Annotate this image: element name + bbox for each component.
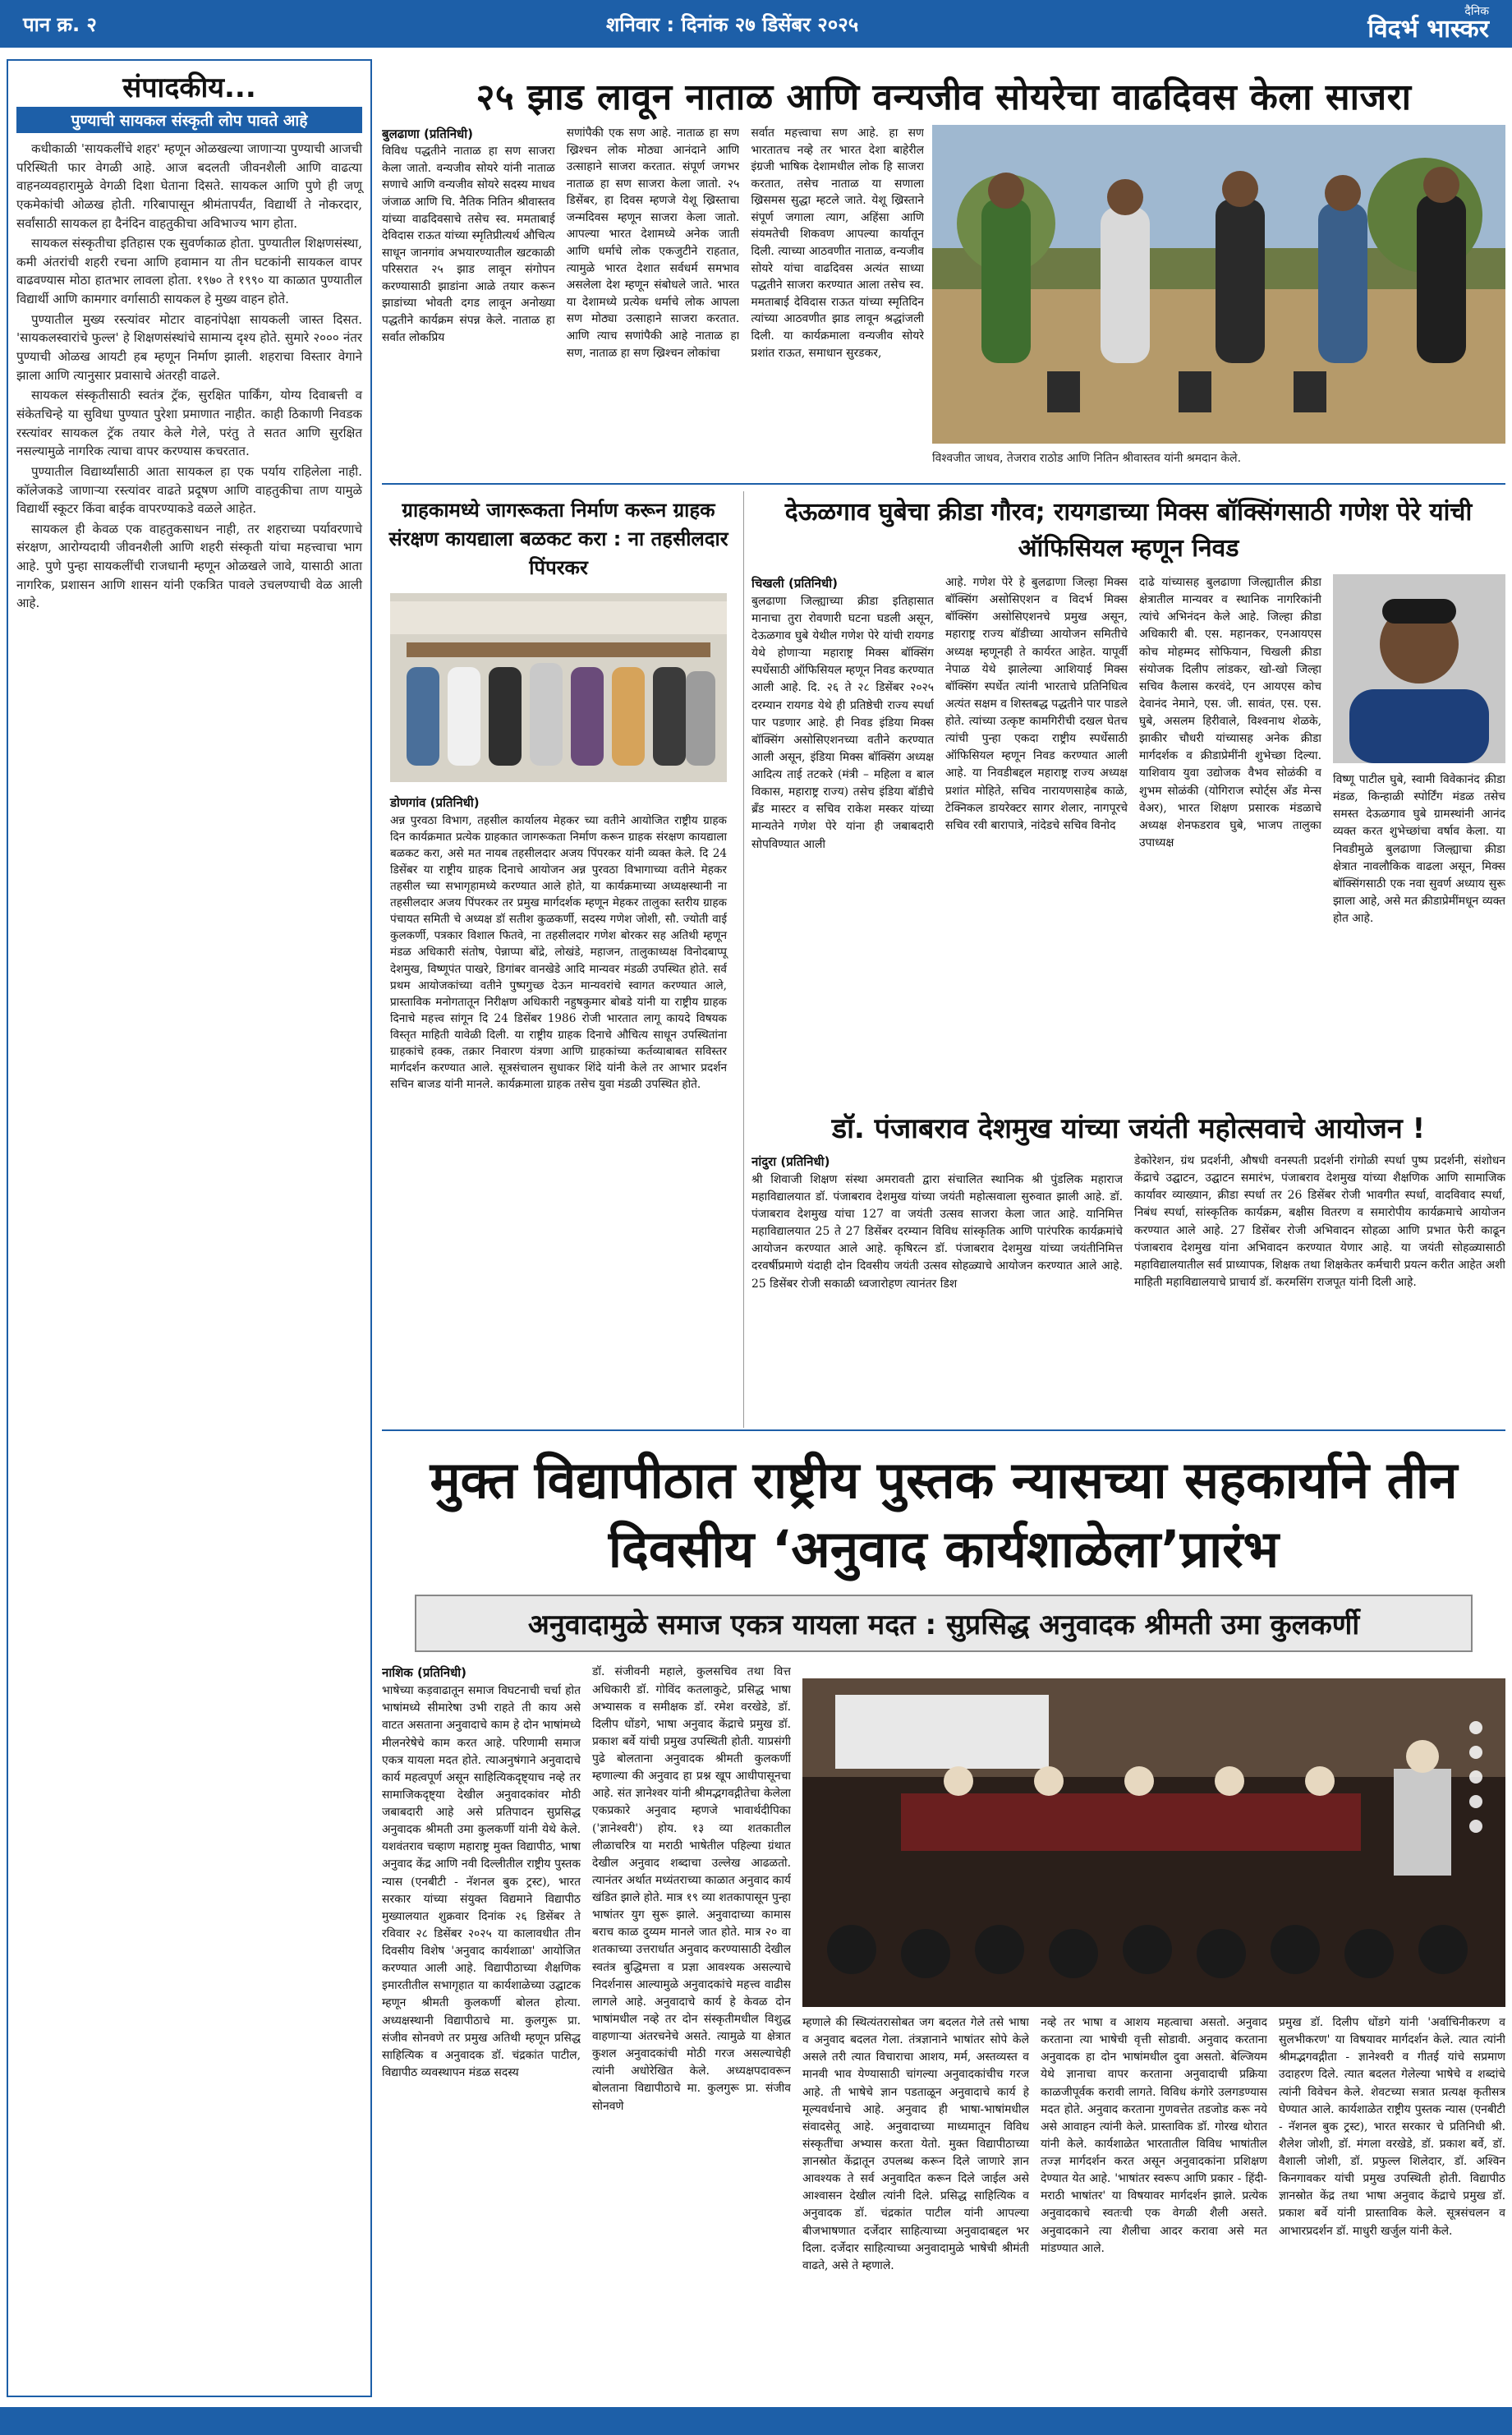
article-column: सणांपैकी एक सण आहे. नाताळ हा सण ख्रिश्चन लोक मोठ्या आनंदाने आणि उत्साहाने साजरा करतात. संपूर्ण जगभर नाताळ हा सण साजरा केला जातो. २५ डिसेंबर, हा दिवस म्हणजे येशू ख्रिस्ताचा जन्मदिवस म्हणून साजरा केला जातो. आपल्या भारत देशामध्ये अनेक जाती आणि धर्माचे लोक एकजुटीने राहतात, त्यामुळे भारत देशात सर्वधर्म समभाव असलेला देश म्हणून संबोधले जाते. भारत या देशामध्ये प्रत्येक धर्माचे लोक आपला सण मोठ्या उत्साहाने साजरा करतात. आणि त्याच सणांपैकी आहे नाताळ हा सण, नाताळ हा सण ख्रिश्चन लोकांचा — [566, 127, 740, 360]
article-dateline: नाशिक (प्रतिनिधी) — [382, 1665, 467, 1681]
article-column: दाढे यांच्यासह बुलढाणा जिल्ह्यातील क्रीडा क्षेत्रातील मान्यवर व स्थानिक नागरिकांनी त्यांचे अभिनंदन केले आहे. जिल्हा क्रीडा अधिकारी बी. एस. महानकर, एनआयएस कोच मोहम्मद सोफियान, चिखली क्रीडा संयोजक दिलीप लांडकर, खो-खो जिल्हा सचिव कैलास करवंदे, एन आयएस कोच देवानंद नेमाने, एस. जी. सावंत, एस. एस. घुबे, असलम हिरीवाले, विश्वनाथ शेळके, झाकीर चौधरी यांच्यासह अनेक क्रीडा मार्गदर्शक व क्रीडाप्रेमींनी शुभेच्छा दिल्या. याशिवाय युवा उद्योजक वैभव सोळंकी व शुभम सोळंकी (योगिराज स्पोर्ट्स अँड मेन्स वेअर), भारत शिक्षण प्रसारक मंडळाचे अध्यक्ष शेनफडराव घुबे, भाजप तालुका उपाध्यक्ष — [1139, 576, 1321, 849]
editorial-paragraph: सायकल संस्कृतीचा इतिहास एक सुवर्णकाळ होता. पुण्यातील शिक्षणसंस्था, कमी अंतरांची शहरी रचना आणि हवामान या तीन घटकांनी सायकल वापर वाढवण्यास मोठा हातभार लावला होता. १९७० ते १९९० या काळात पुण्यातील विद्यार्थी आणि कामगार वर्गासाठी सायकल हे मुख्य वाहन होते. — [16, 236, 362, 307]
article-jayanti-festival — [751, 1105, 1505, 1434]
section-divider — [382, 1429, 1505, 1431]
ganesh-pere-portrait — [1333, 574, 1505, 763]
editorial-paragraph: कधीकाळी 'सायकलींचे शहर' म्हणून ओळखल्या जाणाऱ्या पुण्याची आजची परिस्थिती फार वेगळी आहे. आज बदलती जीवनशैली आणि वाढत्या वाहनव्यवहारामुळे वेगळी दिशा घेताना दिसते. सायकल आणि पुणे ही जणू एकमेकांची ओळख होती. गरिबापासून श्रीमंतापर्यंत, विद्यार्थी ते नोकरदार, सर्वांसाठी सायकल हा दैनंदिन वाहतुकीचा अविभाज्य भाग होता. — [16, 141, 362, 231]
editorial-paragraph: सायकल ही केवळ एक वाहतुकसाधन नाही, तर शहराच्या पर्यावरणाचे संरक्षण, आरोग्यदायी जीवनशैली आणि शहरी संस्कृती यांचा महत्त्वाचा भाग आहे. पुणे पुन्हा सायकलींची राजधानी म्हणून ओळखले जावे, यासाठी आता नागरिक, प्रशासन आणि शासन यांनी एकत्रित पावले उचलण्याची वेळ आली आहे. — [16, 521, 362, 611]
article-text: श्री शिवाजी शिक्षण संस्था अमरावती द्वारा संचालित स्थानिक श्री पुंडलिक महाराज महाविद्यालयात डॉ. पंजाबराव देशमुख यांच्या जयंती महोत्सवाला सुरुवात झाली आहे. डॉ. पंजाबराव देशमुख यांचा 127 वा जयंती उत्सव साजरा केला जात आहे. यानिमित्त महाविद्यालयात 25 ते 27 डिसेंबर दरम्यान विविध सांस्कृतिक आणि पारंपरिक कार्यक्रमांचे आयोजन करण्यात आले आहे. कृषिरत्न डॉ. पंजाबराव देशमुख यांच्या जयंतीनिमित्त दरवर्षीप्रमाणे यंदाही दोन दिवसीय जयंती उत्सव सोहळ्याचे आयोजन करण्यात आले आहे. 25 डिसेंबर रोजी सकाळी ध्वजारोहण त्यानंतर डिश — [751, 1172, 1123, 1291]
article-tree-plantation — [382, 59, 1505, 476]
article-column — [751, 1153, 1123, 1293]
photo-caption: विश्वजीत जाधव, तेजराव राठोड आणि नितिन श्रीवास्तव यांनी श्रमदान केले. — [932, 452, 1242, 465]
section-divider — [382, 483, 1505, 485]
article-text: बुलढाणा जिल्ह्याच्या क्रीडा इतिहासात मानाचा तुरा रोवणारी घटना घडली असून, देऊळगाव घुबे येथील गणेश पेरे यांची रायगड येथे होणाऱ्या महाराष्ट्र मिक्स बॉक्सिंग स्पर्धेसाठी ऑफिसियल म्हणून निवड करण्यात आली आहे. दि. २६ ते २८ डिसेंबर २०२५ दरम्यान रायगड येथे ही प्रतिष्ठेची राज्य स्पर्धा पार पडणार आहे. ही निवड इंडिया मिक्स बॉक्सिंग असोसिएशनच्या वतीने करण्यात आली असून, इंडिया मिक्स बॉक्सिंग अध्यक्ष आदित्य ताई तटकरे (मंत्री – महिला व बाल विकास, महाराष्ट्र राज्य) तसेच इंडिया बॉडीचे ब्रँड मास्टर व सचिव राकेश मस्कर यांच्या मान्यतेने गणेश पेरे यांना ही जबाबदारी सोपविण्यात आली — [751, 594, 934, 851]
article-dateline: नांदुरा (प्रतिनिधी) — [751, 1154, 830, 1169]
editorial-subtitle: पुण्याची सायकल संस्कृती लोप पावते आहे — [16, 107, 362, 133]
article-column — [1333, 574, 1505, 1084]
photo-image — [932, 125, 1505, 444]
article-text: भाषेच्या कड़वाढातून समाज विघटनाची चर्चा होत भाषांमध्ये सीमारेषा उभी राहते ती काय असे वाटत असताना अनुवादाचे काम हे दोन भाषांमध्ये मीलनरेषेचे काम करत आहे. परिणामी समाज एकत्र यायला मदत होते. त्याअनुषंगाने अनुवादाचे कार्य महत्वपूर्ण असून साहित्यिकदृष्ट्याच नव्हे तर सामाजिकदृष्ट्या देखील अनुवादकांवर मोठी जबाबदारी आहे असे प्रतिपादन सुप्रसिद्ध अनुवादक श्रीमती उमा कुलकर्णी यांनी येथे केले. यशवंतराव चव्हाण महाराष्ट्र मुक्त विद्यापीठ, भाषा अनुवाद केंद्र आणि नवी दिल्लीतील राष्ट्रीय पुस्तक न्यास (एनबीटी - नॅशनल बुक ट्रस्ट), भारत सरकार यांच्या संयुक्त विद्यमाने विद्यापीठ मुख्यालयात शुक्रवार दिनांक २६ डिसेंबर ते रविवार २८ डिसेंबर २०२५ या कालावधीत तीन दिवसीय विशेष 'अनुवाद कार्यशाळा' आयोजित करण्यात आली आहे. विद्यापीठाच्या शैक्षणिक इमारतीतील सभागृहात या कार्यशाळेच्या उद्घाटक म्हणून श्रीमती कुलकर्णी बोलत होत्या. अध्यक्षस्थानी विद्यापीठाचे मा. कुलगुरू प्रा. संजीव सोनवणे तर प्रमुख अतिथी म्हणून प्रसिद्ध साहित्यिक व अनुवादक डॉ. चंद्रकांत पाटील, विद्यापीठ व्यवस्थापन मंडळ सदस्य — [382, 1684, 581, 2079]
article-column: डॉ. संजीवनी महाले, कुलसचिव तथा वित्त अधिकारी डॉ. गोविंद कतलाकुटे, प्रसिद्ध भाषा अभ्यासक व समीक्षक डॉ. रमेश वरखेडे, डॉ. दिलीप धोंडगे, भाषा अनुवाद केंद्राचे प्रमुख डॉ. प्रकाश बर्वे यांची प्रमुख उपस्थिती होती. याप्रसंगी पुढे बोलताना अनुवादक श्रीमती कुलकर्णी म्हणाल्या की अनुवाद हा प्रश्न खूप आधीपासूनचा आहे. संत ज्ञानेश्वर यांनी श्रीमद्भगवद्गीतेचा केलेला एकप्रकारे अनुवाद म्हणजे भावार्थदीपिका ('ज्ञानेश्वरी') होय. १३ व्या शतकातील लीळाचरित्र या मराठी भाषेतील पहिल्या ग्रंथात देखील अनुवाद शब्दाचा उल्लेख आढळतो. त्यानंतर अर्थात मध्यंतराच्या काळात अनुवाद कार्य खंडित झाले होते. मात्र १९ व्या शतकापासून पुन्हा भाषांतर युग सुरू झाले. अनुवादाच्या कामास बराच काळ दुय्यम मानले जात होते. मात्र २० वा शतकाच्या उत्तरार्धात अनुवाद करण्यासाठी देखील स्वतंत्र बुद्धिमत्ता व प्रज्ञा आवश्यक असल्याचे निदर्शनास आल्यामुळे अनुवादकांचे महत्त्व वाढीस लागले आहे. अनुवादाचे कार्य हे केवळ दोन भाषांमधील नव्हे तर दोन संस्कृतीमधील विशुद्ध वाहणाऱ्या अंतरचनेचे असते. त्यामुळे या क्षेत्रात कुशल अनुवादकांची मोठी गरज असल्याचेही त्यांनी अधोरेखित केले. अध्यक्षपदावरून बोलताना विद्यापीठाचे मा. कुलगुरू प्रा. संजीव सोनवणे — [592, 1665, 791, 2113]
newspaper-masthead — [1367, 6, 1489, 42]
article-text: विविध पद्धतीने नाताळ हा सण साजरा केला जातो. वन्यजीव सोयरे यांनी नाताळ सणाचे आणि वन्यजीव सोयरे सदस्य माधव जंजाळ आणि चि. नैतिक नितिन श्रीवास्तव यांच्या वाढदिवसाचे तसेच स्व. ममताबाई देविदास राऊत यांच्या स्मृतिप्रीत्यर्थ औचित्य साधून जानगांव अभयारण्यातील खटकाळी परिसरात २५ झाड लावून संगोपन करण्यासाठी झाडांना आळे तयार करून झाडांच्या भोवती दगड लावून अनोख्या पद्धतीने कार्यक्रम संपन्न केले. नाताळ हा सर्वात लोकप्रिय — [382, 145, 555, 344]
editorial-paragraph: पुण्यातील विद्यार्थ्यांसाठी आता सायकल हा एक पर्याय राहिलेला नाही. कॉलेजकडे जाणाऱ्या रस्त्यांवर वाढते प्रदूषण आणि वाहतुकीचा ताण यामुळे विद्यार्थी स्कूटर किंवा बाईक वापरण्याकडे वळले आहेत. — [16, 463, 362, 517]
article-subhead: अनुवादामुळे समाज एकत्र यायला मदत : सुप्रसिद्ध अनुवादक श्रीमती उमा कुलकर्णी — [415, 1595, 1473, 1652]
article-headline: २५ झाड लावून नाताळ आणि वन्यजीव सोयरेचा वाढदिवस केला साजरा — [476, 76, 1412, 118]
article-text: अन्न पुरवठा विभाग, तहसील कार्यालय मेहकर च्या वतीने आयोजित राष्ट्रीय ग्राहक दिन कार्यक्रमात प्रत्येक ग्राहकात जागरूकता निर्माण करून ग्राहक संरक्षण कायद्याला बळकट करा, असे मत नायब तहसीलदार अजय पिंपरकर यांनी व्यक्त केले. दि 24 डिसेंबर या राष्ट्रीय ग्राहक दिनाचे आयोजन अन्न पुरवठा विभागाच्या वतीने मेहकर तहसील च्या सभागृहामध्ये करण्यात आले होते, या कार्यक्रमाच्या अध्यक्षस्थानी ना तहसीलदार अजय पिंपरकर तर प्रमुख मार्गदर्शक म्हणून मेहकर तालुका स्तरीय ग्राहक पंचायत समिती चे अध्यक्ष डॉ सतीश कुळकर्णी, सदस्य गणेश जोशी, सौ. ज्योती वाई कुलकर्णी, पत्रकार विशाल फितवे, ना तहसीलदार गणेश बोरकर सह अतिथी म्हणून मंडळ अधिकारी संतोष, पेन्नाप्पा बोंद्रे, लोखंडे, महाजन, तालुकाध्यक्ष विनोदबाप्पू देशमुख, विष्णूपंत पाखरे, डिगांबर वानखेडे आदि मान्यवर मंडळी उपस्थित होते. सर्व प्रथम आयोजकांच्या वतीने पुष्पगुच्छ देऊन मान्यवरांचे स्वागत करण्यात आले, प्रास्ताविक मनोगतातून निरीक्षण अधिकारी नहुषकुमार बोबडे यांनी या राष्ट्रीय ग्राहक दिनाचे महत्त्व सांगून दि 24 डिसेंबर 1986 रोजी भारतात लागू कायदे विषयक विस्तृत माहिती यावेळी दिली. या राष्ट्रीय ग्राहक दिनाचे औचित्य साधून उपस्थितांना ग्राहकांचे हक्क, तक्रार निवारण यंत्रणा आणि ग्राहकांच्या कर्तव्याबाबत सविस्तर मार्गदर्शन करण्यात आले. सूत्रसंचालन सुधाकर शिंदे यांनी केले तर आभार प्रदर्शन सचिन बाजड यांनी मानले. कार्यक्रमाला ग्राहक तसेच युवा मंडळी उपस्थित होते. — [390, 813, 727, 1092]
article-column: प्रमुख डॉ. दिलीप धोंडगे यांनी 'अर्वाचिनीकरण व सुलभीकरण' या विषयावर मार्गदर्शन केले. त्यात त्यांनी श्रीमद्भगवद्गीता - ज्ञानेश्वरी व गीतई यांचे सप्रमाण उदाहरण दिले. त्यात बदलत गेलेल्या भाषेचे व शब्दांचे त्यांनी विवेचन केले. शेवटच्या सत्रात प्रत्यक्ष कृतीसत्र घेण्यात आले. कार्यशाळेत राष्ट्रीय पुस्तक न्यास (एनबीटी - नॅशनल बुक ट्रस्ट), भारत सरकार चे प्रतिनिधी श्री. शैलेश जोशी, डॉ. मंगला वरखेडे, डॉ. प्रकाश बर्वे, डॉ. वैशाली जोशी, डॉ. प्रफुल्ल शिलेदार, डॉ. अश्विन किनगावकर यांची प्रमुख उपस्थिती होती. विद्यापीठ ज्ञानस्रोत केंद्र तथा भाषा अनुवाद केंद्राचे प्रमुख डॉ. प्रकाश बर्वे यांनी प्रास्ताविक केले. सूत्रसंचलन व आभारप्रदर्शन डॉ. माधुरी खर्जुल यांनी केले. — [1279, 2016, 1505, 2238]
article-dateline: डोणगांव (प्रतिनिधी) — [390, 795, 480, 811]
article-column: सर्वात महत्त्वाचा सण आहे. हा सण भारतातच नव्हे तर भारत देशा बाहेरील इंग्रजी भाषिक देशामधील लोक हि साजरा करतात, तसेच नाताळ या सणाला ख्रिसमस सुद्धा म्हटले जाते. येशू ख्रिस्ताने संपूर्ण जगाला त्याग, अहिंसा आणि संयमतेची शिकवण आपल्या कार्यातून दिली. त्याच्या आठवणीत नाताळ, वन्यजीव सोयरे यांचा वाढदिवस अत्यंत साध्या पद्धतीने साजरा करण्यात आला तसेच स्व. ममताबाई देविदास राऊत यांच्या स्मृतिदिन त्यांच्या आठवणीत झाड लावून श्रद्धांजली दिली. या कार्यक्रमाला वन्यजीव सोयरे प्रशांत राऊत, समाधान सुरडकर, — [751, 127, 925, 360]
workshop-photo — [802, 1678, 1505, 2007]
article-headline: डॉ. पंजाबराव देशमुख यांच्या जयंती महोत्सवाचे आयोजन ! — [831, 1112, 1426, 1145]
page-number: पान क्र. २ — [23, 12, 97, 36]
article-text: विष्णू पाटील घुबे, स्वामी विवेकानंद क्रीडा मंडळ, किन्हाळी स्पोर्टिंग मंडळ तसेच समस्त देऊळगाव घुबे ग्रामस्थांनी आनंद व्यक्त करत शुभेच्छांचा वर्षाव केला. या निवडीमुळे बुलढाणा जिल्ह्याचा क्रीडा क्षेत्रात नावलौकिक वाढला असून, मिक्स बॉक्सिंगसाठी एक नवा सुवर्ण अध्याय सुरू झाला आहे, असे मत क्रीडाप्रेमींमधून व्यक्त होत आहे. — [1333, 773, 1505, 925]
article-consumer-day — [382, 491, 735, 1411]
article-column: म्हणाले की स्थित्यंतरासोबत जग बदलत गेले तसे भाषा व अनुवाद बदलत गेला. तंत्रज्ञानाने भाषांतर सोपे केले असले तरी त्यात विचाराचा आशय, मर्म, अस्तव्यस्त व मानवी भाव येण्यासाठी चांगल्या अनुवादकांचीच गरज आहे. ती भाषेचे ज्ञान पडताळून अनुवादाचे कार्य हे मूल्यवर्धनाचे आहे. अनुवाद ही भाषा-भाषांमधील संवादसेतू आहे. अनुवादाच्या माध्यमातून विविध संस्कृतींचा अभ्यास करता येतो. मुक्त विद्यापीठाच्या ज्ञानस्रोत केंद्रातून उपलब्ध करून दिले जाणारे ज्ञान आवश्यक ते सर्व अनुवादित करून दिले जाईल असे आश्वासन देखील त्यांनी दिले. प्रसिद्ध साहित्यिक व अनुवादक डॉ. चंद्रकांत पाटील यांनी आपल्या बीजभाषणात दर्जेदार साहित्याच्या अनुवादाबद्दल भर दिला. दर्जेदार साहित्याच्या अनुवादामुळे भाषेची श्रीमंती वाढते, असे ते म्हणाले. — [802, 2016, 1029, 2272]
editorial-paragraph: पुण्यातील मुख्य रस्त्यांवर मोटार वाहनांपेक्षा सायकली जास्त दिसत. 'सायकलस्वारांचे फुल्ल' हे शिक्षणसंस्थांचे सामान्य दृश्य होते. सुमारे २००० नंतर पुण्याची ओळख आयटी हब म्हणून निर्माण झाली. शहराचा विस्तार वेगाने झाला आणि त्यानुसार प्रवासाचे अंतरही वाढले. — [16, 311, 362, 383]
masthead-name: विदर्भ भास्कर — [1367, 15, 1489, 44]
top-header-bar — [0, 0, 1512, 48]
article-column — [382, 125, 555, 453]
editorial-column — [7, 59, 372, 2397]
article-headline: मुक्त विद्यापीठात राष्ट्रीय पुस्तक न्यासच्या सहकार्याने तीन दिवसीय ‘अनुवाद कार्यशाळेला’प्रारंभ — [430, 1450, 1458, 1579]
editorial-paragraph: सायकल संस्कृतीसाठी स्वतंत्र ट्रॅक, सुरक्षित पार्किंग, योग्य दिवाबत्ती व संकेतचिन्हे या सुविधा पुण्यात पुरेशा प्रमाणात नाहीत. काही ठिकाणी निवडक रस्त्यांवर सायकल ट्रॅक तयार केले गेले, परंतु ते सतत आणि सुरक्षित नसल्यामुळे नागरिक त्याचा वापर करण्यास कचरतात. — [16, 388, 362, 459]
article-column: नव्हे तर भाषा व आशय महत्वाचा असतो. अनुवाद करताना त्या भाषेची वृत्ती सोडावी. अनुवाद करताना अनुवादक हा दोन भाषांमधील दुवा असतो. बेल्जियम येथे ज्ञानाचा वापर करताना अनुवादाची प्रक्रिया काळजीपूर्वक करावी लागते. विविध कंगोरे उलगडण्यास मदत होते. अनुवाद करताना गुणवत्तेत तडजोड करू नये असे आवाहन त्यांनी केले. प्रास्ताविक डॉ. गोरख थोरात यांनी केले. कार्यशाळेत भारतातील विविध भाषांतील तज्ज्ञ मार्गदर्शन करत असून अनुवादकांना प्रशिक्षण देण्यात येत आहे. 'भाषांतर स्वरूप आणि प्रकार - हिंदी-मराठी भाषांतर' या विषयावर मार्गदर्शन झाले. प्रत्येक अनुवादकाचे स्वतःची एक वेगळी शैली असते. अनुवादकाने त्या शैलीचा आदर करावा असे मत मांडण्यात आले. — [1041, 2016, 1267, 2255]
article-dateline: बुलढाणा (प्रतिनिधी) — [382, 127, 474, 141]
editorial-body — [8, 133, 370, 621]
article-headline: देऊळगाव घुबेचा क्रीडा गौरव; रायगडाच्या मिक्स बॉक्सिंगसाठी गणेश पेरे यांची ऑफिसियल म्हणून निवड — [784, 498, 1473, 563]
issue-date: शनिवार : दिनांक २७ डिसेंबर २०२५ — [605, 12, 859, 36]
masthead-small: दैनिक — [1464, 5, 1489, 18]
article-translation-workshop — [382, 1439, 1505, 2392]
article-column: आहे. गणेश पेरे हे बुलढाणा जिल्हा मिक्स बॉक्सिंग असोसिएशन व विदर्भ मिक्स बॉक्सिंग असोसिएशनचे प्रमुख असून, महाराष्ट्र राज्य बॉडीच्या आयोजन समितीचे अध्यक्ष म्हणूनही ते कार्यरत आहेत. यापूर्वी नेपाळ येथे झालेल्या आशियाई मिक्स बॉक्सिंग स्पर्धेत त्यांनी भारताचे प्रतिनिधित्व अत्यंत सक्षम व शिस्तबद्ध पद्धतीने पार पाडले होते. त्यांच्या उत्कृष्ट कामगिरीची दखल घेतच त्यांची पुन्हा एकदा राष्ट्रीय स्पर्धेसाठी ऑफिसियल म्हणून निवड करण्यात आली आहे. या निवडीबद्दल महाराष्ट्र राज्य अध्यक्ष प्रशांत मोहिते, सचिव नारायणसाहेब काळे, टेक्निकल डायरेक्टर सागर शेलार, नागपूरचे सचिव रवी बारापात्रे, नांदेडचे सचिव विनोद — [945, 576, 1128, 832]
article-body — [382, 789, 735, 1098]
article-column — [751, 574, 934, 1084]
article-dateline: चिखली (प्रतिनिधी) — [751, 576, 838, 591]
article-boxing-selection — [751, 491, 1505, 1099]
column-divider — [743, 491, 744, 1428]
editorial-title: संपादकीय... — [122, 71, 256, 104]
article-headline: ग्राहकामध्ये जागरूकता निर्माण करून ग्राहक संरक्षण कायद्याला बळकट करा : ना तहसीलदार पिंपरकर — [388, 499, 728, 579]
consumer-day-photo — [390, 593, 727, 782]
article-column — [382, 1664, 581, 2435]
tree-planting-photo — [932, 125, 1505, 468]
article-column: डेकोरेशन, ग्रंथ प्रदर्शनी, औषधी वनस्पती प्रदर्शनी रांगोळी स्पर्धा पुष्प प्रदर्शनी, संशोधन केंद्राचे उद्घाटन, उद्घाटन समारंभ, पंजाबराव देशमुख यांच्या शैक्षणिक आणि सामाजिक कार्यावर व्याख्यान, क्रीडा स्पर्धा तर 26 डिसेंबर रोजी भावगीत स्पर्धा, वादविवाद स्पर्धा, निबंध स्पर्धा, सांस्कृतिक कार्यक्रम, बक्षीस वितरण व समारोपीय कार्यक्रमाचे आयोजन करण्यात आले आहे. 27 डिसेंबर रोजी अभिवादन सोहळा आणि प्रभात फेरी काढून पंजाबराव देशमुख यांना अभिवादन करण्यात येणार आहे. या जयंती सोहळ्यासाठी महाविद्यालयातील सर्व प्राध्यापक, शिक्षक तथा शिक्षकेतर कर्मचारी प्रयत्न करीत आहेत अशी माहिती महाविद्यालयाचे प्राचार्य डॉ. करमसिंग राजपूत यांनी दिली आहे. — [1134, 1154, 1505, 1289]
bottom-bar — [0, 2407, 1512, 2435]
